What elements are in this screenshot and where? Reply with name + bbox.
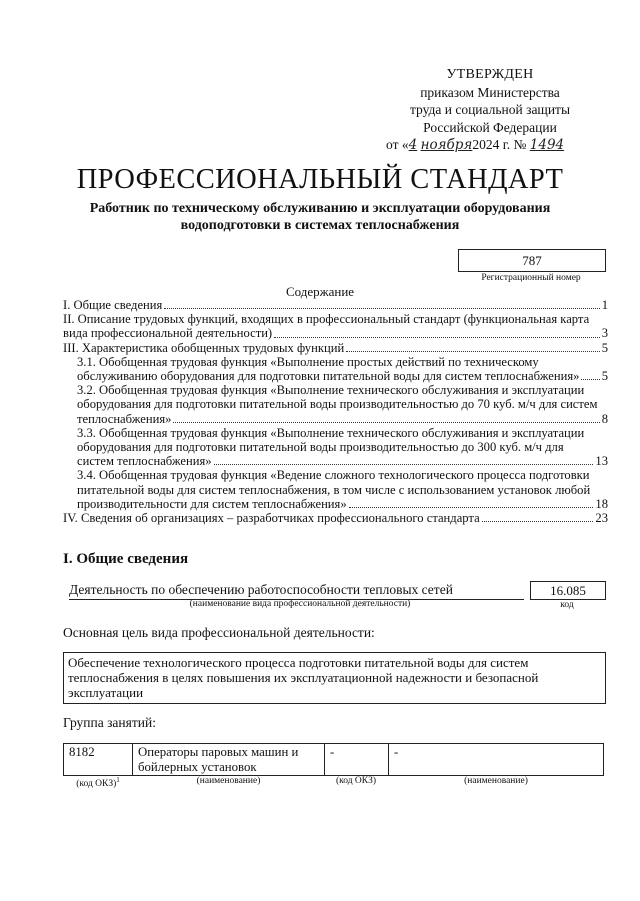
approval-block bbox=[380, 66, 600, 155]
goal-label: Основная цель вида профессиональной деятельности: bbox=[63, 625, 375, 640]
subtitle-line: Работник по техническому обслуживанию и эксплуатации оборудования bbox=[89, 201, 551, 216]
toc-page: 8 bbox=[601, 411, 608, 426]
approval-date-line bbox=[380, 136, 600, 155]
section-heading: I. Общие сведения bbox=[63, 551, 189, 567]
handwritten-number: 1494 bbox=[529, 137, 565, 153]
toc-page: 18 bbox=[595, 496, 608, 511]
approval-line: труда и социальной защиты bbox=[409, 102, 571, 117]
toc-item[interactable]: II. Описание трудовых функций, входящих в профессиональный стандарт (функциональная карта вида профессиональной деятельности) 3 bbox=[63, 312, 608, 341]
okz-code-cell: - bbox=[325, 744, 389, 776]
code-caption: код bbox=[560, 600, 574, 610]
toc-item[interactable]: 3.3. Обобщенная трудовая функция «Выполнение технического обслуживания и эксплуатации оборудования для подготовки питательной воды производительностью до 300 куб. м/ч для систем теплоснабжения» 13 bbox=[77, 425, 608, 469]
subtitle-line: водоподготовки в системах теплоснабжения bbox=[180, 217, 460, 233]
toc-item[interactable]: I. Общие сведения 1 bbox=[63, 298, 608, 312]
approval-title: УТВЕРЖДЕН bbox=[446, 67, 534, 82]
okz-code-cell: 8182 bbox=[64, 744, 133, 776]
approval-line: Российской Федерации bbox=[423, 119, 557, 135]
toc-item[interactable]: 3.1. Обобщенная трудовая функция «Выполнение простых действий по техническому обслуживанию оборудования для подготовки питательной воды для систем теплоснабжения» 5 bbox=[77, 354, 608, 384]
date-prefix: от « bbox=[386, 137, 409, 152]
toc-page: 5 bbox=[601, 340, 608, 355]
caption-okz-code-2: (код ОКЗ) bbox=[335, 776, 377, 786]
table-row bbox=[64, 744, 604, 776]
toc-item[interactable]: 3.4. Обобщенная трудовая функция «Ведение сложного технологического процесса подготовки питательной воды для систем теплоснабжения, в том числе с использованием установок любой производительности для систем теплоснабжения» 18 bbox=[77, 468, 608, 511]
toc-page: 3 bbox=[601, 326, 608, 341]
page-title: ПРОФЕССИОНАЛЬНЫЙ СТАНДАРТ bbox=[76, 164, 564, 195]
caption-name: (наименование) bbox=[196, 776, 261, 786]
year-text: 2024 г. № bbox=[472, 137, 527, 152]
activity-name: Деятельность по обеспечению работоспособности тепловых сетей bbox=[69, 582, 524, 600]
occupation-name-cell: Операторы паровых машин и бойлерных установок bbox=[133, 744, 325, 776]
registration-number: 787 bbox=[458, 249, 606, 272]
toc-page: 1 bbox=[601, 298, 608, 312]
toc-page: 13 bbox=[595, 454, 608, 469]
goal-line: эксплуатации bbox=[68, 685, 144, 700]
registration-label: Регистрационный номер bbox=[481, 273, 581, 283]
toc-page: 23 bbox=[595, 511, 608, 526]
goal-line: теплоснабжения в целях повышения их эксплуатационной надежности и безопасной bbox=[68, 670, 539, 685]
goal-box bbox=[63, 652, 606, 704]
approval-line: приказом Министерства bbox=[420, 84, 560, 100]
page-subtitle bbox=[40, 201, 600, 234]
caption-name-2: (наименование) bbox=[464, 776, 528, 786]
toc-item[interactable]: 3.2. Обобщенная трудовая функция «Выполнение технического обслуживания и эксплуатации оборудования для подготовки питательной воды производительностью до 70 куб. м/ч для систем теплоснабжения» 8 bbox=[77, 383, 608, 426]
toc-heading: Содержание bbox=[285, 284, 355, 299]
activity-caption: (наименование вида профессиональной деятельности) bbox=[189, 599, 411, 609]
goal-line: Обеспечение технологического процесса подготовки питательной воды для систем bbox=[68, 655, 529, 670]
activity-code: 16.085 bbox=[530, 581, 606, 600]
handwritten-month: ноября bbox=[420, 137, 473, 153]
handwritten-day: 4 bbox=[408, 137, 418, 153]
toc-item[interactable]: III. Характеристика обобщенных трудовых функций 5 bbox=[63, 340, 608, 355]
caption-okz-code: (код ОКЗ)$^1$ bbox=[76, 776, 120, 790]
toc-item[interactable]: IV. Сведения об организациях – разработчиках профессионального стандарта 23 bbox=[63, 511, 608, 526]
table-of-contents bbox=[63, 298, 608, 525]
occupation-group-label: Группа занятий: bbox=[63, 715, 156, 730]
occupation-name-cell: - bbox=[389, 744, 604, 776]
toc-page: 5 bbox=[601, 369, 608, 384]
occupation-table bbox=[63, 743, 604, 776]
